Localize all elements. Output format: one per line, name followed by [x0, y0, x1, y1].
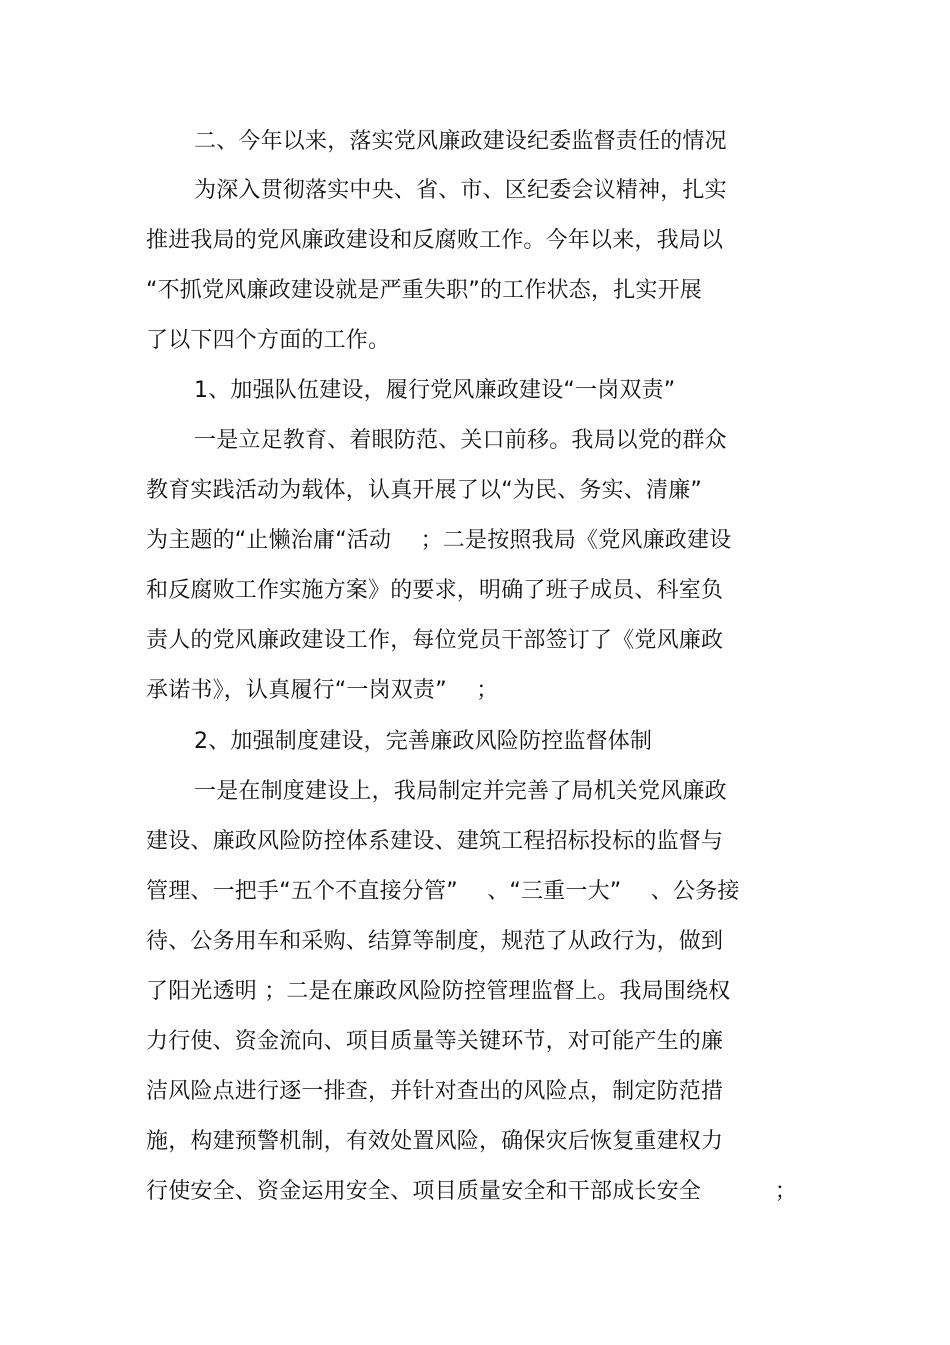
paragraph-line: 推进我局的党风廉政建设和反腐败工作。今年以来，我局以: [146, 228, 724, 253]
paragraph-line: 力行使、资金流向、项目质量等关键环节，对可能产生的廉: [146, 1029, 724, 1054]
paragraph-line: 建设、廉政风险防控体系建设、建筑工程招标投标的监督与: [146, 829, 724, 854]
paragraph-line: 为主题的“止懒治庸“活动 ；二是按照我局《党风廉政建设: [146, 528, 732, 553]
paragraph-line: 洁风险点进行逐一排查，并针对查出的风险点，制定防范措: [146, 1079, 724, 1104]
paragraph-line: 了以下四个方面的工作。: [146, 328, 391, 353]
paragraph-line: 教育实践活动为载体，认真开展了以“为民、务实、清廉”: [146, 478, 702, 503]
paragraph-line: 施，构建预警机制，有效处置风险，确保灾后恢复重建权力: [146, 1129, 724, 1154]
paragraph-line: 承诺书》，认真履行“一岗双责” ；: [146, 678, 499, 703]
paragraph-line: 为深入贯彻落实中央、省、市、区纪委会议精神，扎实: [194, 178, 727, 203]
paragraph-line: 责人的党风廉政建设工作，每位党员干部签订了《党风廉政: [146, 628, 724, 653]
paragraph-line: 行使安全、资金运用安全、项目质量安全和干部成长安全 ；: [146, 1179, 797, 1204]
paragraph-line: 一是立足教育、着眼防范、关口前移。我局以党的群众: [194, 428, 727, 453]
subsection-heading: 1、加强队伍建设，履行党风廉政建设“一岗双责”: [194, 378, 676, 403]
paragraph-line: 和反腐败工作实施方案》的要求，明确了班子成员、科室负: [146, 578, 724, 603]
paragraph-line: 一是在制度建设上，我局制定并完善了局机关党风廉政: [194, 779, 727, 804]
paragraph-line: 了阳光透明 ；二是在廉政风险防控管理监督上。我局围绕权: [146, 979, 731, 1004]
paragraph-line: 管理、一把手“五个不直接分管” 、“三重一大” 、公务接: [146, 879, 740, 904]
paragraph-line: 待、公务用车和采购、结算等制度，规范了从政行为，做到: [146, 929, 724, 954]
paragraph-line: “不抓党风廉政建设就是严重失职”的工作状态，扎实开展: [146, 278, 702, 303]
subsection-heading: 2、加强制度建设，完善廉政风险防控监督体制: [194, 729, 653, 754]
section-heading: 二、今年以来，落实党风廉政建设纪委监督责任的情况: [194, 129, 727, 154]
